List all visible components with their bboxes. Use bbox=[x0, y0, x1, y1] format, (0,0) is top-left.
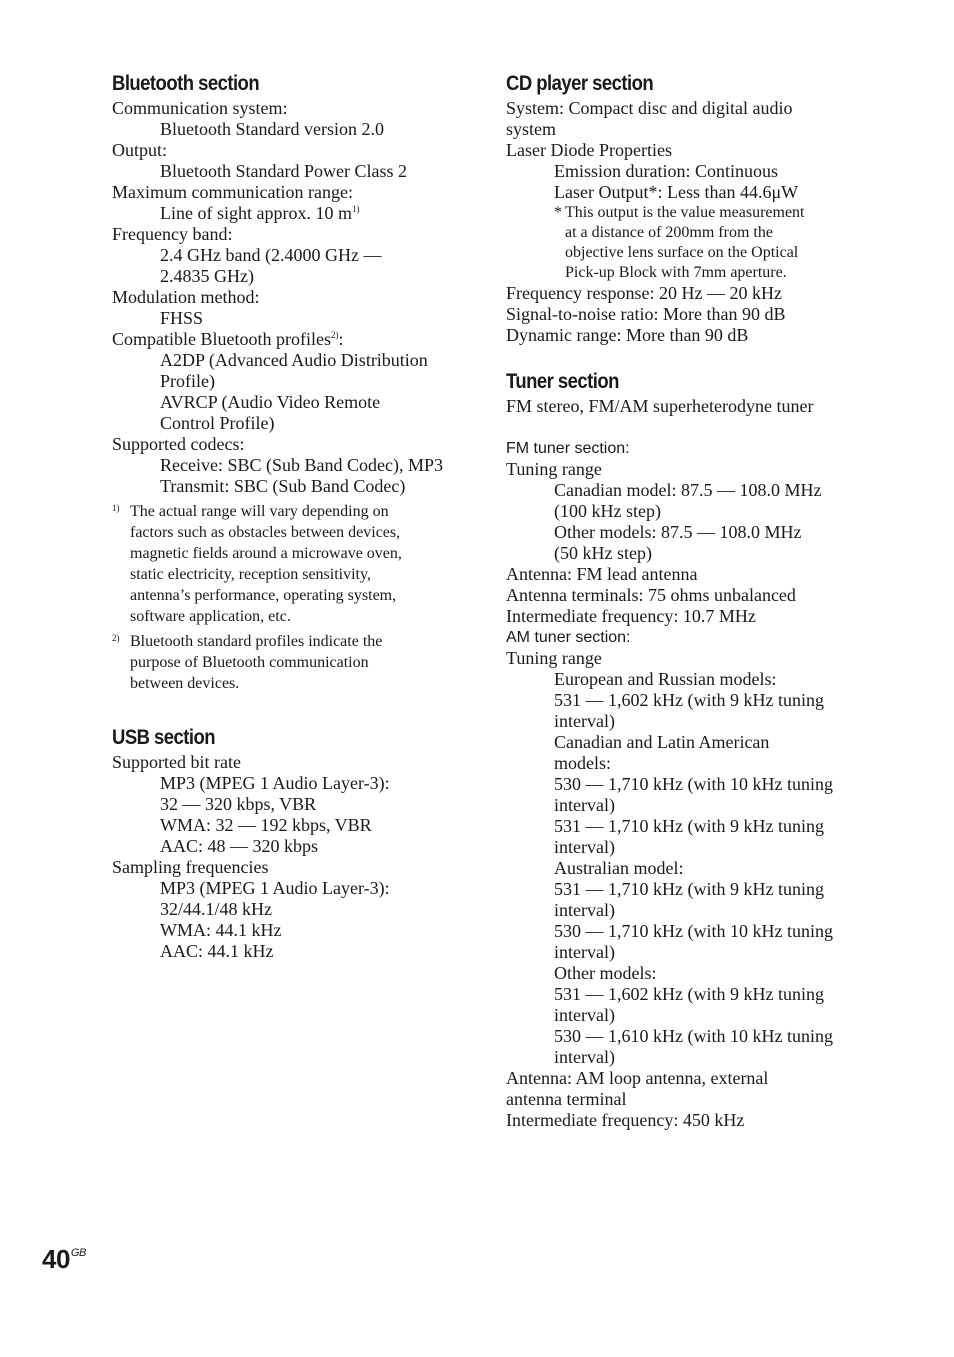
am-tuning-value: 530 — 1,710 kHz (with 10 kHz tuning bbox=[554, 921, 833, 941]
left-column bbox=[112, 70, 472, 962]
page-number-value: 40 bbox=[42, 1244, 70, 1274]
am-tuning-value: interval) bbox=[554, 795, 615, 815]
page-number bbox=[42, 1244, 86, 1275]
modulation-value: FHSS bbox=[160, 308, 204, 328]
am-intermediate-frequency: Intermediate frequency: 450 kHz bbox=[506, 1110, 745, 1130]
footnote-1-line: static electricity, reception sensitivity, bbox=[130, 566, 371, 583]
profile-avrcp: AVRCP (Audio Video Remote bbox=[160, 392, 381, 412]
comm-system-label: Communication system: bbox=[112, 98, 288, 118]
footnote-2 bbox=[112, 631, 472, 694]
fm-tuning-value: Other models: 87.5 — 108.0 MHz bbox=[554, 522, 802, 542]
fm-intermediate-frequency: Intermediate frequency: 10.7 MHz bbox=[506, 606, 756, 626]
footnote-2-line: Bluetooth standard profiles indicate the bbox=[130, 633, 383, 650]
am-tuning-value: 530 — 1,610 kHz (with 10 kHz tuning bbox=[554, 1026, 833, 1046]
comm-system-value: Bluetooth Standard version 2.0 bbox=[160, 119, 384, 139]
am-tuning-value: 531 — 1,710 kHz (with 9 kHz tuning bbox=[554, 879, 824, 899]
am-antenna: Antenna: AM loop antenna, external bbox=[506, 1068, 769, 1088]
am-tuning-value: interval) bbox=[554, 942, 615, 962]
footnote-1-line: magnetic fields around a microwave oven, bbox=[130, 545, 402, 562]
fm-antenna: Antenna: FM lead antenna bbox=[506, 564, 698, 584]
footnote-2-mark: 2) bbox=[112, 633, 120, 643]
frequency-response: Frequency response: 20 Hz — 20 kHz bbox=[506, 283, 782, 303]
output-value: Bluetooth Standard Power Class 2 bbox=[160, 161, 407, 181]
cd-system: System: Compact disc and digital audio bbox=[506, 98, 793, 118]
am-tuning-value: 531 — 1,602 kHz (with 9 kHz tuning bbox=[554, 984, 824, 1004]
frequency-band-value-cont: 2.4835 GHz) bbox=[160, 266, 254, 286]
fm-tuning-value: (100 kHz step) bbox=[554, 501, 661, 521]
fm-antenna-terminals: Antenna terminals: 75 ohms unbalanced bbox=[506, 585, 796, 605]
range-label: Maximum communication range: bbox=[112, 182, 353, 202]
emission-duration: Emission duration: Continuous bbox=[554, 161, 779, 181]
sampling-value: 32/44.1/48 kHz bbox=[160, 899, 272, 919]
fm-heading: FM tuner section: bbox=[506, 440, 630, 457]
profiles-colon: : bbox=[338, 329, 344, 349]
am-tuning-value: European and Russian models: bbox=[554, 669, 777, 689]
laser-diode-label: Laser Diode Properties bbox=[506, 140, 672, 160]
am-tuning-value: interval) bbox=[554, 711, 615, 731]
laser-note-text: objective lens surface on the Optical bbox=[565, 244, 799, 261]
range-value-line bbox=[112, 203, 472, 224]
am-tuning-value: models: bbox=[554, 753, 611, 773]
bitrate-value: 32 — 320 kbps, VBR bbox=[160, 794, 317, 814]
footnote-1-line: The actual range will vary depending on bbox=[130, 503, 389, 520]
am-tuning-label: Tuning range bbox=[506, 648, 602, 668]
am-tuning-value: 531 — 1,602 kHz (with 9 kHz tuning bbox=[554, 690, 824, 710]
am-tuning-value: 531 — 1,710 kHz (with 9 kHz tuning bbox=[554, 816, 824, 836]
fm-tuning-value: (50 kHz step) bbox=[554, 543, 652, 563]
codec-transmit: Transmit: SBC (Sub Band Codec) bbox=[160, 476, 406, 496]
footnote-1 bbox=[112, 501, 472, 627]
laser-note-text: at a distance of 200mm from the bbox=[565, 224, 773, 241]
footnote-1-mark: 1) bbox=[112, 503, 120, 513]
am-tuning-value: 530 — 1,710 kHz (with 10 kHz tuning bbox=[554, 774, 833, 794]
footnote-1-line: software application, etc. bbox=[130, 608, 291, 625]
laser-output: Laser Output*: Less than 44.6μW bbox=[554, 182, 799, 202]
signal-to-noise: Signal-to-noise ratio: More than 90 dB bbox=[506, 304, 786, 324]
laser-note-text: This output is the value measurement bbox=[565, 204, 805, 221]
footnote-1-line: antenna’s performance, operating system, bbox=[130, 587, 397, 604]
bitrate-value: MP3 (MPEG 1 Audio Layer-3): bbox=[160, 773, 390, 793]
laser-note-star: * bbox=[554, 204, 562, 221]
right-column bbox=[506, 70, 866, 1131]
page-number-suffix: GB bbox=[70, 1247, 86, 1259]
frequency-band-value: 2.4 GHz band (2.4000 GHz — bbox=[160, 245, 382, 265]
range-note-ref: 1) bbox=[351, 204, 360, 214]
sampling-label: Sampling frequencies bbox=[112, 857, 269, 877]
footnote-2-line: purpose of Bluetooth communication bbox=[130, 654, 369, 671]
am-heading: AM tuner section: bbox=[506, 629, 631, 646]
range-value: Line of sight approx. 10 m bbox=[160, 203, 352, 223]
cd-system-cont: system bbox=[506, 119, 557, 139]
am-tuning-value: Australian model: bbox=[554, 858, 684, 878]
frequency-band-label: Frequency band: bbox=[112, 224, 233, 244]
sampling-value: WMA: 44.1 kHz bbox=[160, 920, 282, 940]
profile-avrcp-cont: Control Profile) bbox=[160, 413, 275, 433]
am-tuning-value: interval) bbox=[554, 837, 615, 857]
am-tuning-value: Canadian and Latin American bbox=[554, 732, 770, 752]
laser-note-line bbox=[506, 203, 866, 223]
am-tuning-value: interval) bbox=[554, 900, 615, 920]
output-label: Output: bbox=[112, 140, 168, 160]
footnote-1-line: factors such as obstacles between devices, bbox=[130, 524, 401, 541]
footnote-2-line: between devices. bbox=[130, 675, 240, 692]
profiles-note-ref: 2) bbox=[330, 330, 339, 340]
bitrate-value: AAC: 48 — 320 kbps bbox=[160, 836, 319, 856]
am-antenna-cont: antenna terminal bbox=[506, 1089, 627, 1109]
profile-a2dp-cont: Profile) bbox=[160, 371, 215, 391]
profile-a2dp: A2DP (Advanced Audio Distribution bbox=[160, 350, 428, 370]
codecs-label: Supported codecs: bbox=[112, 434, 245, 454]
am-tuning-value: interval) bbox=[554, 1047, 615, 1067]
am-tuning-value: interval) bbox=[554, 1005, 615, 1025]
sampling-value: MP3 (MPEG 1 Audio Layer-3): bbox=[160, 878, 390, 898]
bitrate-value: WMA: 32 — 192 kbps, VBR bbox=[160, 815, 372, 835]
bluetooth-section-title: Bluetooth section bbox=[112, 72, 260, 95]
sampling-value: AAC: 44.1 kHz bbox=[160, 941, 274, 961]
fm-tuning-label: Tuning range bbox=[506, 459, 602, 479]
fm-tuning-value: Canadian model: 87.5 — 108.0 MHz bbox=[554, 480, 822, 500]
am-tuning-value: Other models: bbox=[554, 963, 657, 983]
bitrate-label: Supported bit rate bbox=[112, 752, 241, 772]
codec-receive: Receive: SBC (Sub Band Codec), MP3 bbox=[160, 455, 443, 475]
usb-section-title: USB section bbox=[112, 726, 216, 749]
profiles-label-line bbox=[112, 329, 472, 350]
profiles-label: Compatible Bluetooth profiles bbox=[112, 329, 331, 349]
laser-note-text: Pick-up Block with 7mm aperture. bbox=[565, 264, 787, 281]
dynamic-range: Dynamic range: More than 90 dB bbox=[506, 325, 749, 345]
tuner-section-title: Tuner section bbox=[506, 370, 619, 393]
tuner-intro: FM stereo, FM/AM superheterodyne tuner bbox=[506, 396, 814, 416]
cd-section-title: CD player section bbox=[506, 72, 654, 95]
modulation-label: Modulation method: bbox=[112, 287, 260, 307]
